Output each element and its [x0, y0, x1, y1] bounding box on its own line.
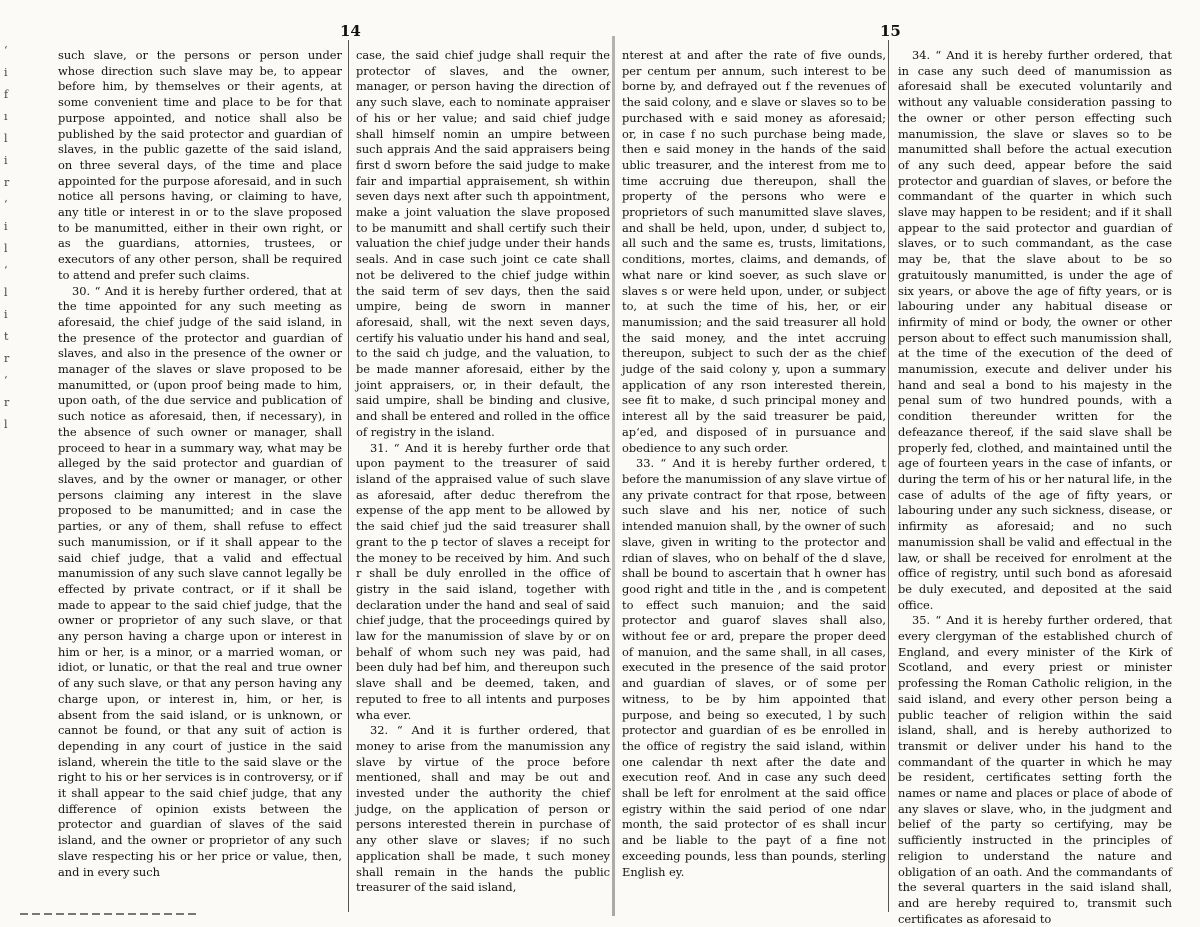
left-margin-marks	[4, 40, 44, 436]
paragraph: 30. “ And it is hereby further ordered, that at the time appointed for any such meeting as aforesaid, the chief judge of the said island, in the presence of the protector and guardian of slaves, and also in the presence of the owner or manager of the slaves or slave proposed to be manumitted, or (upon proof being made to him, upon oath, of the due service and publication of such notice as aforesaid, then, if necessary), in the absence of such owner or manager, shall proceed to hear in a summary way, what may be alleged by the said protector and guardian of slaves, and by the owner or manager, or other persons claiming any interest in the slave proposed to be manumitted; and in case the parties, or any of them, shall refuse to effect such manumission, or if it shall appear to the said chief judge, that a valid and effectual manumission of any such slave cannot legally be effected by private contract, or if it shall be made to appear to the said chief judge, that the owner or proprietor of any such slave, or that any person having a charge upon or interest in him or her, is a minor, or a married woman, or idiot, or lunatic, or that the real and true owner of any such slave, or that any person having any charge upon, or interest in, him, or her, is absent from the said island, or is unknown, or cannot be found, or that any suit of action is depending in any court of justice in the said island, wherein the title to the said slave or the right to his or her services is in controversy, or if it shall appear to the said chief judge, that any difference of opinion exists between the protector and guardian of slaves of the said island, and the owner or proprietor of any such slave respecting his or her price or value, then, and in every such	[58, 283, 342, 879]
margin-mark: r	[4, 396, 10, 409]
margin-mark: i	[4, 66, 8, 79]
text-column-2	[356, 48, 610, 908]
text-column-1	[58, 48, 342, 908]
margin-mark: r	[4, 176, 10, 189]
margin-mark: t	[4, 330, 9, 343]
paragraph: 33. “ And it is hereby further ordered, t before the manumission of any slave virtue of any private contract for that rpose, between such slave and his ner, notice of such intended manuion shall, by the owner of such slave, given in writing to the protector and rdian of slaves, who on behalf of the d slave, shall be bound to ascertain that h owner has good right and title in the , and is competent to effect such manuion; and the said protector and guarof slaves shall also, without fee or ard, prepare the proper deed of manuion, and the same shall, in all cases, executed in the presence of the said protor and guardian of slaves, or of some per witness, to be by him appointed that purpose, and being so executed, l by such protector and guardian of es be enrolled in the office of registry the said island, within one calendar th next after the date and execution reof. And in case any such deed shall be left for enrolment at the said office egistry within the said period of one ndar month, the said protector of es shall incur and be liable to the payt of a fine not exceeding pounds, less than pounds, sterling English ey.	[622, 456, 886, 879]
column-divider-left	[348, 40, 349, 912]
paragraph: case, the said chief judge shall requir the protector of slaves, and the owner, manager, or person having the direction of any such slave, each to nominate appraiser of his or her value; and said chief judge shall himself nomin an umpire between such apprais And the said appraisers being first d sworn before the said judge to make fair and impartial appraisement, sh within seven days next after such th appointment, make a joint valuation the slave proposed to be manumitt and shall certify such their valuation the chief judge under their hands seals. And in case such joint ce cate shall not be delivered to the chief judge within the said term of sev days, then the said umpire, being de sworn in manner aforesaid, shall, wit the next seven days, certify his valuatio under his hand and seal, to the said ch judge, and the valuation, to be made manner aforesaid, either by the joint appraisers, or, in their default, the said umpire, shall be binding and clusive, and shall be entered and rolled in the office of registry in the island.	[356, 48, 610, 439]
right-page-number: 15	[880, 22, 901, 40]
margin-mark: ‘	[4, 374, 8, 387]
margin-mark: l	[4, 132, 8, 145]
book-gutter	[612, 36, 615, 916]
margin-mark: i	[4, 308, 8, 321]
margin-mark: ‘	[4, 264, 8, 277]
margin-mark: i	[4, 220, 8, 233]
paragraph: 34. “ And it is hereby further ordered, that in case any such deed of manumission as aforesaid shall be executed voluntarily and without any valuable consideration passing to the owner or other person effecting such manumission, the slave or slaves so to be manumitted shall before the actual execution of any such deed, appear before the said protector and guardian of slaves, or before the commandant of the quarter in which such slave may happen to be resident; and if it shall appear to the said protector and guardian of slaves, or to such commandant, as the case may be, that the slave about to be so gratuitously manumitted, is under the age of six years, or above the age of fifty years, or is labouring under any habitual disease or infirmity of mind or body, the owner or other person about to effect such manumission shall, at the time of the execution of the deed of manumission, execute and deliver under his hand and seal a bond to his majesty in the penal sum of two hundred pounds, with a condition thereunder written for the defeazance thereof, if the said slave shall be properly fed, clothed, and maintained until the age of fourteen years in the case of infants, or during the term of his or her natural life, in the case of adults of the age of fifty years, or labouring under any such sickness, disease, or infirmity as aforesaid; and no such manumission shall be valid and effectual in the law, or shall be received for enrolment at the office of registry, until such bond as aforesaid be duly executed, and deposited at the said office.	[898, 48, 1172, 612]
column-divider-right	[888, 40, 889, 912]
text-column-3	[622, 48, 886, 908]
margin-mark: i	[4, 154, 8, 167]
margin-mark: r	[4, 352, 10, 365]
margin-mark: l	[4, 286, 8, 299]
paragraph: 35. “ And it is hereby further ordered, that every clergyman of the established church of England, and every minister of the Kirk of Scotland, and every priest or minister professing the Roman Catholic religion, in the said island, and every other person being a public teacher of religion within the said island, shall, and is hereby authorized to transmit or deliver under his hand to the commandant of the quarter in which he may be resident, certificates setting forth the names or name and places or place of abode of any slaves or slave, who, in the judgment and belief of the party so certifying, may be sufficiently instructed in the principles of religion to understand the nature and obligation of an oath. And the commandants of the several quarters in the said island shall, and are hereby required to, transmit such certificates as aforesaid to	[898, 613, 1172, 926]
margin-mark: ‘	[4, 198, 8, 211]
margin-mark: ‘	[4, 44, 8, 57]
bottom-edge-mark	[20, 913, 200, 915]
paragraph: nterest at and after the rate of five ounds, per centum per annum, such interest to be borne by, and defrayed out f the revenues of the said colony, and e slave or slaves so to be purchased with e said money as aforesaid; or, in case f no such purchase being made, then e said money in the hands of the said ublic treasurer, and the interest from me to time accruing due thereupon, shall the property of the persons who were e proprietors of such manumitted slave slaves, and shall be held, upon, under, d subject to, all such and the same es, trusts, limitations, conditions, mortes, claims, and demands, of what nare or kind soever, as such slave or slaves s or were held upon, under, or subject to, at such the time of his, her, or eir manumission; and the said treasurer all hold the said money, and the intet accruing thereupon, subject to such der as the chief judge of the said colony y, upon a summary application of any rson interested therein, see fit to make, d such principal money and interest all by the said treasurer be paid, ap‘ed, and disposed of in pursuance and obedience to any such order.	[622, 48, 886, 455]
paragraph: 31. “ And it is hereby further orde that upon payment to the treasurer of said island of the appraised value of such slave as aforesaid, after deduc therefrom the expense of the app ment to be allowed by the said chief jud the said treasurer shall grant to the p tector of slaves a receipt for the money to be received by him. And such r shall be duly enrolled in the office of gistry in the said island, together with declaration under the hand and seal of said chief judge, that the proceedings quired by law for the manumission of slave by or on behalf of whom such ney was paid, had been duly had bef him, and thereupon such slave shall and be deemed, taken, and reputed to free to all intents and purposes wha ever.	[356, 440, 610, 722]
margin-mark: l	[4, 418, 8, 431]
margin-mark: ı	[4, 110, 8, 123]
left-page-number: 14	[340, 22, 361, 40]
paragraph: 32. “ And it is further ordered, that money to arise from the manumission any slave by virtue of the proce before mentioned, shall and may be out and invested under the authority the chief judge, on the application of person or persons interested therein in purchase of any other slave or slaves; if no such application shall be made, t such money shall remain in the hands the public treasurer of the said island,	[356, 723, 610, 895]
paragraph: such slave, or the persons or person under whose direction such slave may be, to appear before him, by themselves or their agents, at some convenient time and place to be for that purpose appointed, and notice shall also be published by the said protector and guardian of slaves, in the public gazette of the said island, on three several days, of the time and place appointed for the purpose aforesaid, and in such notice all persons having, or claiming to have, any title or interest in or to the slave proposed to be manumitted, either in their own right, or as the guardians, attornies, trustees, or executors of any other person, shall be required to attend and prefer such claims.	[58, 48, 342, 282]
margin-mark: l	[4, 242, 8, 255]
margin-mark: f	[4, 88, 9, 101]
text-column-4	[898, 48, 1172, 926]
